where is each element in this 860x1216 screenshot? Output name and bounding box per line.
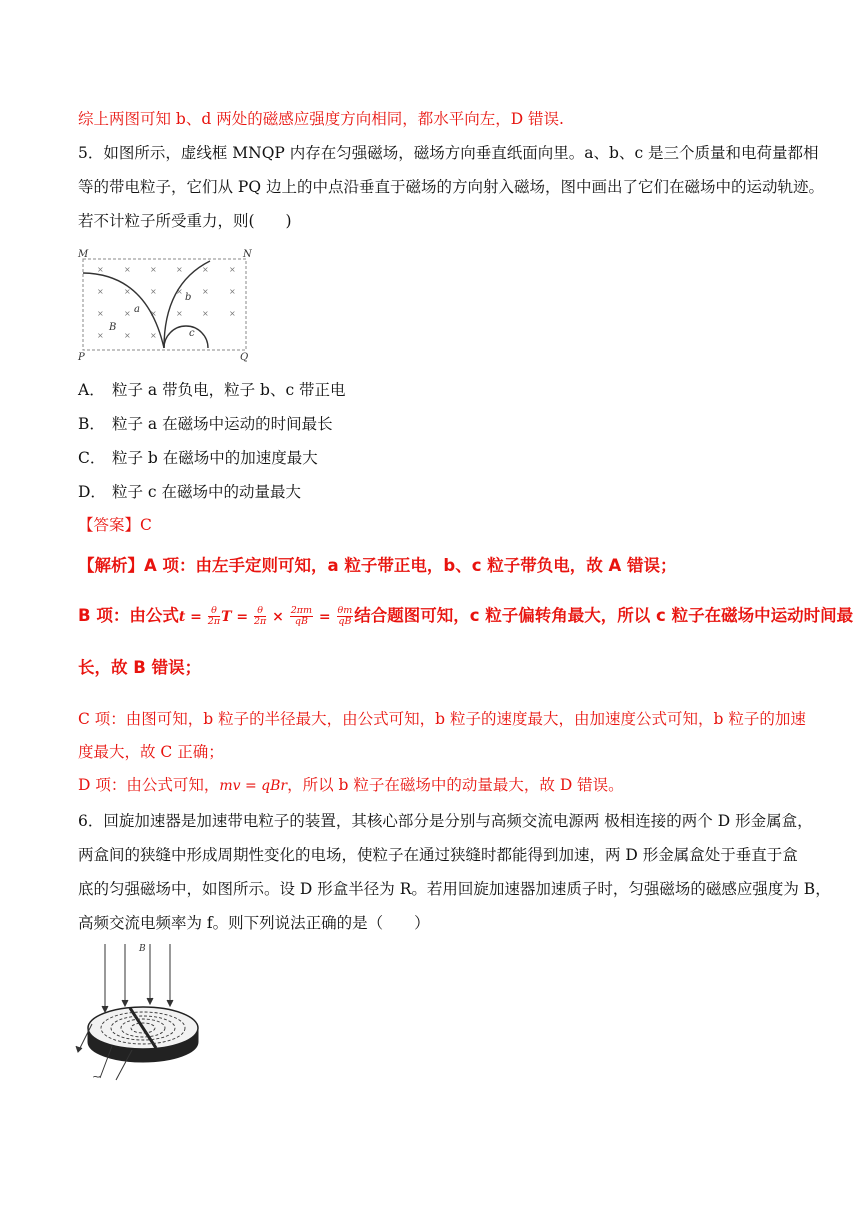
field-cross: × bbox=[176, 265, 183, 274]
fraction-4-numerator: θm bbox=[337, 605, 353, 616]
analysis-line-c-1: C 项：由图可知，b 粒子的半径最大，由公式可知，b 粒子的速度最大，由加速度公式可知，b 粒子的加速 bbox=[78, 710, 806, 728]
trajectory-c bbox=[164, 326, 208, 348]
formula-equals: = bbox=[314, 609, 336, 625]
fraction-2-denominator: 2π bbox=[253, 616, 267, 627]
analysis-b-suffix: 结合题图可知，c 粒子偏转角最大，所以 c 粒子在磁场中运动时间最 bbox=[354, 606, 854, 625]
field-cross: × bbox=[124, 331, 131, 340]
formula-momentum: mv = qBr bbox=[219, 778, 288, 794]
cyclotron-figure bbox=[70, 940, 210, 1085]
option-a-label: A． bbox=[78, 381, 105, 399]
field-cross: × bbox=[202, 265, 209, 274]
analysis-b-prefix: B 项：由公式 bbox=[78, 606, 179, 625]
analysis-d-suffix: ，所以 b 粒子在磁场中的动量最大，故 D 错误。 bbox=[287, 776, 624, 794]
option-b bbox=[78, 414, 333, 434]
formula-times: × bbox=[267, 609, 289, 625]
formula-T: T = bbox=[221, 609, 253, 625]
question-5-stem-line-1: 5．如图所示，虚线框 MNQP 内存在匀强磁场，磁场方向垂直纸面向里。a、b、c 是三个质量和电荷量都相 bbox=[78, 144, 819, 162]
field-cross: × bbox=[202, 287, 209, 296]
analysis-line-b-continued: 长，故 B 错误； bbox=[78, 658, 202, 677]
field-cross: × bbox=[150, 309, 157, 318]
field-cross: × bbox=[229, 287, 236, 296]
analysis-line-d bbox=[78, 775, 790, 796]
option-c-label: C． bbox=[78, 449, 106, 467]
field-cross: × bbox=[202, 309, 209, 318]
option-d-text: 粒子 c 在磁场中的动量最大 bbox=[112, 483, 302, 501]
fraction-1-numerator: θ bbox=[208, 606, 220, 617]
field-cross: × bbox=[124, 265, 131, 274]
formula-fraction-4 bbox=[337, 606, 354, 627]
magnetic-field-figure bbox=[72, 244, 262, 364]
corner-label-p: P bbox=[78, 352, 85, 363]
formula-t: t = bbox=[178, 609, 207, 625]
question-5-stem-line-3: 若不计粒子所受重力，则( ) bbox=[78, 212, 292, 230]
field-cross: × bbox=[150, 265, 157, 274]
option-b-text: 粒子 a 在磁场中运动的时间最长 bbox=[112, 415, 333, 433]
fraction-4-denominator: qB bbox=[338, 616, 352, 627]
magnetic-field-lines bbox=[102, 944, 173, 1012]
question-6-stem-line-1: 6．回旋加速器是加速带电粒子的装置，其核心部分是分别与高频交流电源两 极相连接的两个 D 形金属盒， bbox=[78, 812, 813, 830]
field-cross: × bbox=[150, 331, 157, 340]
analysis-line-c-2: 度最大，故 C 正确； bbox=[78, 743, 224, 761]
field-cross-marks bbox=[97, 265, 236, 340]
formula-fraction-3 bbox=[290, 606, 313, 627]
option-a-text: 粒子 a 带负电，粒子 b、c 带正电 bbox=[112, 381, 346, 399]
option-d-label: D． bbox=[78, 483, 106, 501]
ac-source-label: ~ bbox=[92, 1070, 102, 1083]
question-6-stem-line-3: 底的匀强磁场中，如图所示。设 D 形盒半径为 R。若用回旋加速器加速质子时，匀强磁场的磁感应强度为 B， bbox=[78, 880, 831, 898]
field-cross: × bbox=[97, 265, 104, 274]
answer-line: 【答案】C bbox=[78, 516, 152, 534]
conclusion-text: 综上两图可知 b、d 两处的磁感应强度方向相同，都水平向左，D 错误. bbox=[78, 110, 564, 128]
field-cross: × bbox=[150, 287, 157, 296]
label-c: c bbox=[189, 328, 195, 339]
option-d bbox=[78, 482, 301, 502]
corner-label-q: Q bbox=[240, 352, 249, 363]
option-c-text: 粒子 b 在磁场中的加速度最大 bbox=[112, 449, 318, 467]
field-cross: × bbox=[124, 287, 131, 296]
analysis-line-b bbox=[78, 604, 854, 629]
field-cross: × bbox=[97, 331, 104, 340]
option-a bbox=[78, 380, 346, 400]
field-cross: × bbox=[176, 287, 183, 296]
label-b: b bbox=[185, 292, 192, 303]
field-cross: × bbox=[124, 309, 131, 318]
label-a: a bbox=[134, 304, 140, 315]
question-5-stem-line-2: 等的带电粒子，它们从 PQ 边上的中点沿垂直于磁场的方向射入磁场，图中画出了它们在磁场中的运动轨迹。 bbox=[78, 178, 824, 196]
field-cross: × bbox=[97, 309, 104, 318]
question-6-stem-line-2: 两盒间的狭缝中形成周期性变化的电场，使粒子在通过狭缝时都能得到加速，两 D 形金属盒处于垂直于盒 bbox=[78, 846, 798, 864]
formula-fraction-2 bbox=[254, 606, 266, 627]
option-c bbox=[78, 448, 318, 468]
option-b-label: B． bbox=[78, 415, 105, 433]
field-cross: × bbox=[176, 309, 183, 318]
analysis-line-a: 【解析】A 项：由左手定则可知，a 粒子带正电，b、c 粒子带负电，故 A 错误； bbox=[78, 556, 677, 575]
question-6-stem-line-4: 高频交流电频率为 f。则下列说法正确的是（ ） bbox=[78, 914, 430, 932]
field-label-b: B bbox=[139, 944, 146, 954]
analysis-d-prefix: D 项：由公式可知， bbox=[78, 776, 220, 794]
fraction-2-numerator: θ bbox=[254, 606, 266, 617]
field-cross: × bbox=[229, 309, 236, 318]
fraction-1-denominator: 2π bbox=[207, 616, 221, 627]
fraction-3-numerator: 2πm bbox=[290, 605, 313, 616]
corner-label-n: N bbox=[243, 249, 252, 260]
field-cross: × bbox=[97, 287, 104, 296]
corner-label-m: M bbox=[78, 249, 89, 260]
label-field-b: B bbox=[109, 322, 117, 333]
fraction-3-denominator: qB bbox=[294, 616, 308, 627]
field-cross: × bbox=[229, 265, 236, 274]
formula-fraction-1 bbox=[208, 606, 220, 627]
